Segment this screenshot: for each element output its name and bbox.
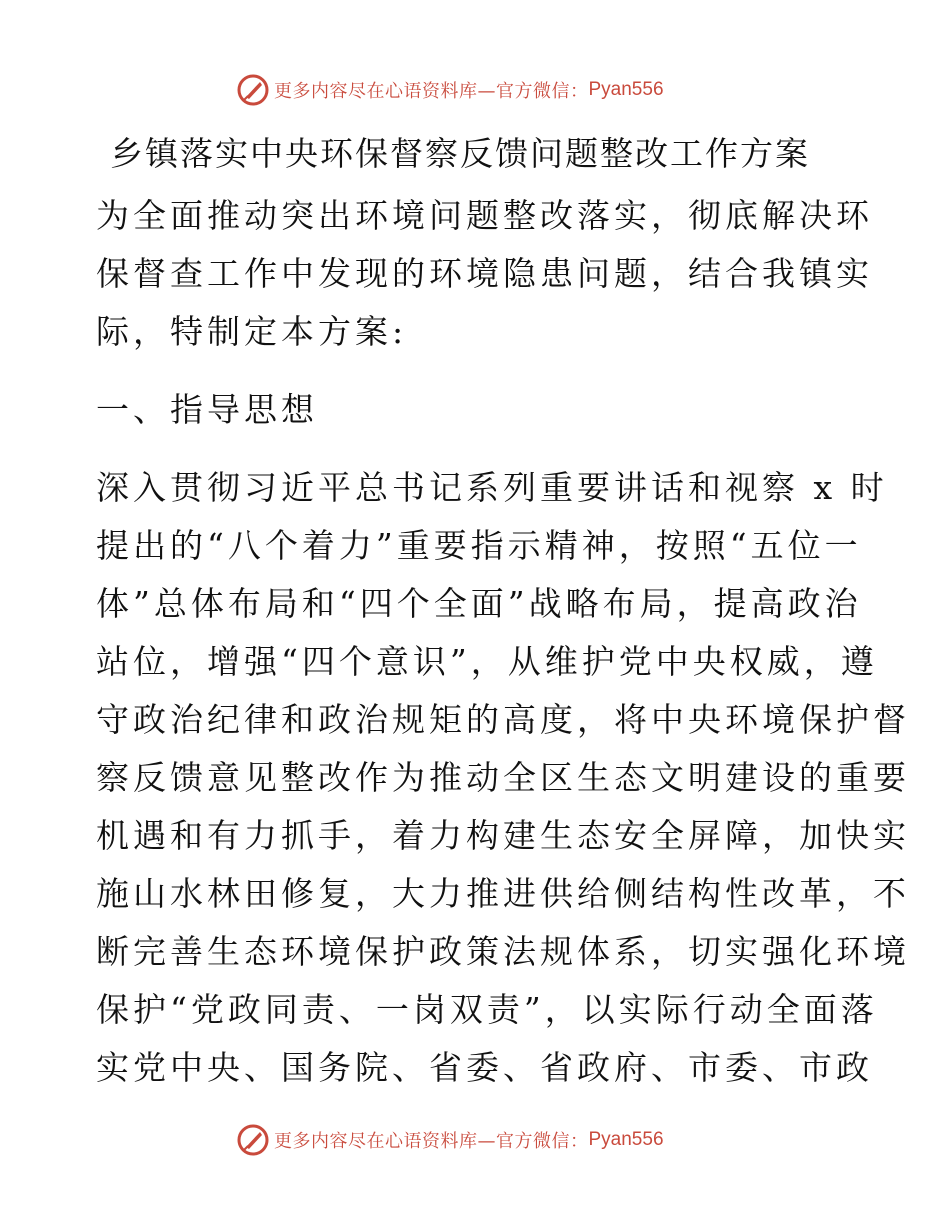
watermark-text: 更多内容尽在心语资料库—官方微信：	[274, 1131, 589, 1152]
body-line: 体”总体布局和“四个全面”战略布局，提高政治	[96, 584, 862, 623]
body-line: 站位，增强“四个意识”，从维护党中央权威，遵	[96, 642, 878, 681]
body-line: 保护“党政同责、一岗双责”，以实际行动全面落	[96, 990, 878, 1029]
body-line: 实党中央、国务院、省委、省政府、市委、市政	[96, 1048, 873, 1087]
body-line: 断完善生态环境保护政策法规体系，切实强化环境	[96, 932, 910, 971]
body-line: 守政治纪律和政治规矩的高度，将中央环境保护督	[96, 700, 910, 739]
section-heading: 一、指导思想	[96, 390, 318, 429]
body-line: 深入贯彻习近平总书记系列重要讲话和视察 x 时	[96, 468, 888, 507]
watermark-banner-bottom	[236, 1122, 664, 1158]
intro-line: 为全面推动突出环境问题整改落实，彻底解决环	[96, 196, 873, 235]
watermark-wechat-id: Pyan556	[588, 79, 664, 100]
quill-logo-icon	[236, 73, 270, 107]
intro-line: 际，特制定本方案:	[96, 312, 408, 351]
watermark-banner-top	[236, 72, 664, 108]
body-line: 察反馈意见整改作为推动全区生态文明建设的重要	[96, 758, 910, 797]
body-line: 机遇和有力抓手，着力构建生态安全屏障，加快实	[96, 816, 910, 855]
document-title: 乡镇落实中央环保督察反馈问题整改工作方案	[110, 134, 810, 173]
watermark-wechat-id: Pyan556	[588, 1129, 664, 1150]
intro-line: 保督查工作中发现的环境隐患问题，结合我镇实	[96, 254, 873, 293]
watermark-text: 更多内容尽在心语资料库—官方微信：	[274, 81, 589, 102]
quill-logo-icon	[236, 1123, 270, 1157]
body-line: 施山水林田修复，大力推进供给侧结构性改革，不	[96, 874, 910, 913]
body-line: 提出的“八个着力”重要指示精神，按照“五位一	[96, 526, 862, 565]
